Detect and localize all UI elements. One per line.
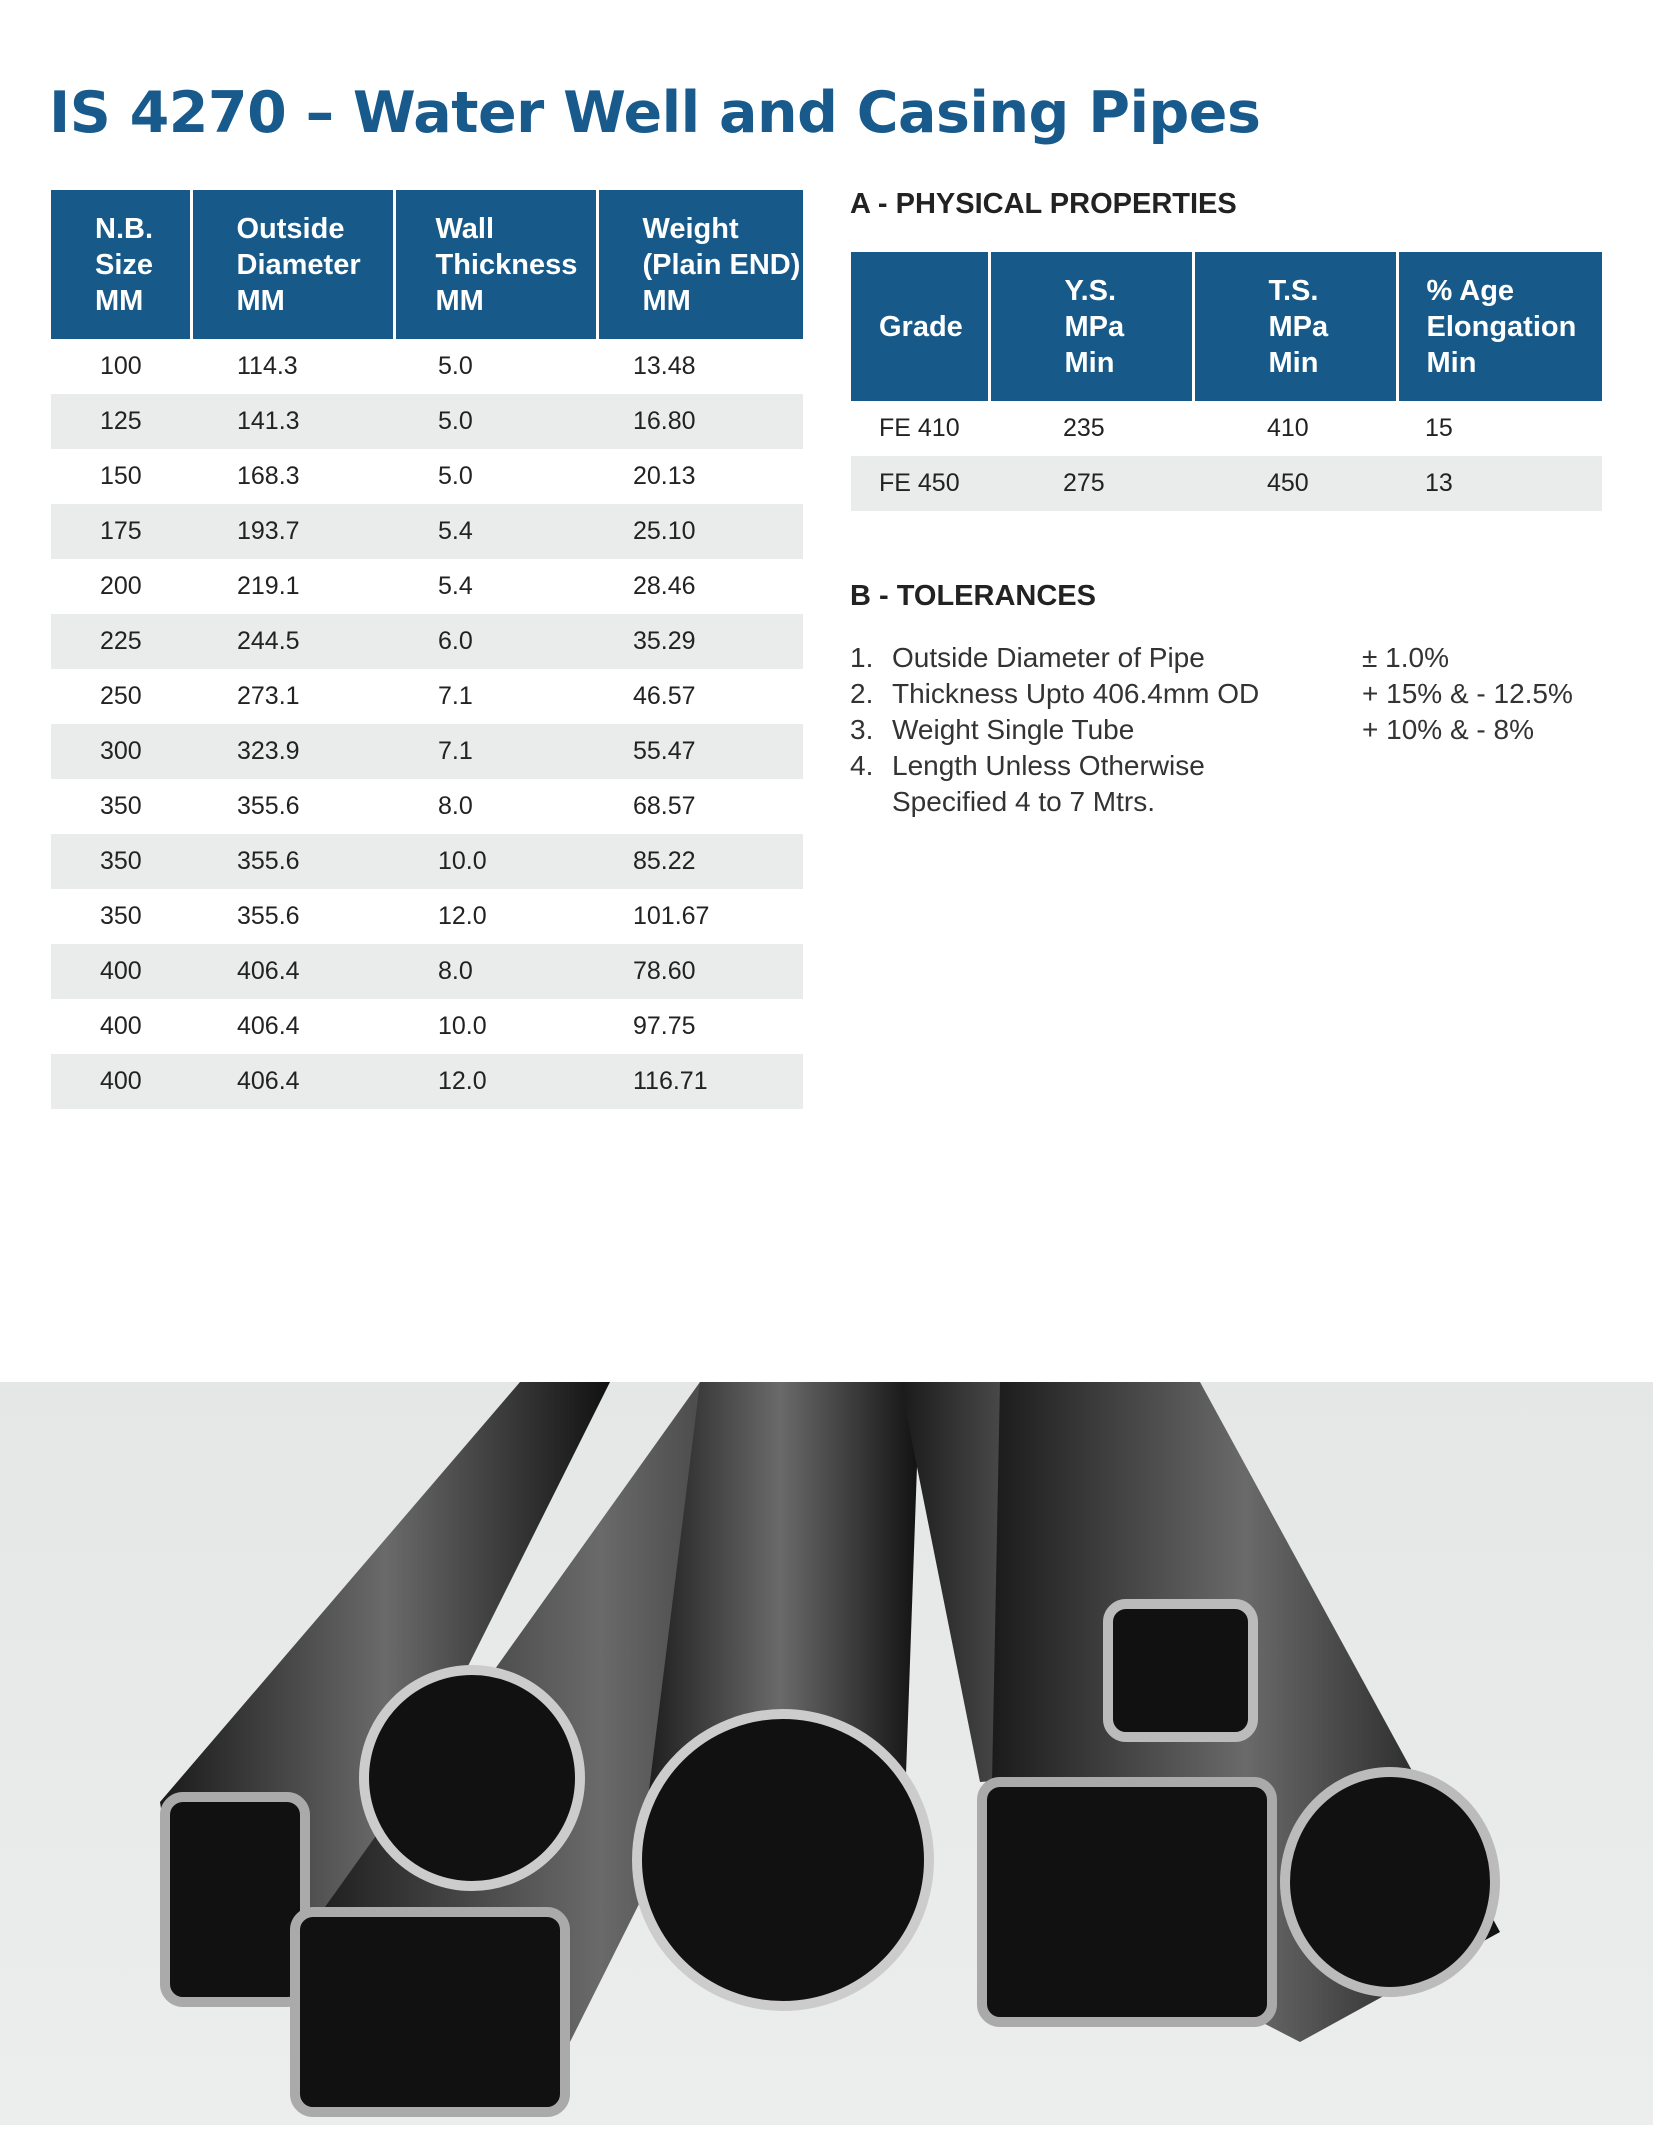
tolerance-text: Length Unless Otherwise [892,750,1205,781]
header-line: Diameter [236,248,361,281]
table-cell: 10.0 [394,834,597,889]
column-header [1397,252,1602,401]
table-cell: 35.29 [597,614,803,669]
table-cell: 114.3 [237,352,298,380]
physical-properties-heading: A - PHYSICAL PROPERTIES [850,188,1237,220]
tolerance-text: Outside Diameter of Pipe [892,642,1205,673]
table-cell: 5.4 [438,572,473,600]
table-cell: 100 [100,352,142,380]
table-cell: 200 [100,572,142,600]
header-line: MM [435,284,484,317]
table-row [51,339,803,394]
table-row [51,504,803,559]
column-header [1193,252,1397,401]
table-cell: 101.67 [633,902,710,930]
page-title: IS 4270 – Water Well and Casing Pipes [49,80,1261,146]
tolerance-text: Specified 4 to 7 Mtrs. [892,786,1156,817]
table-cell: 355.6 [237,902,300,930]
header-line: T.S. [1268,274,1319,307]
table-cell: 125 [51,394,191,449]
table-cell: 273.1 [237,682,300,710]
table-cell: 116.71 [597,1054,803,1109]
tolerances-heading: B - TOLERANCES [850,580,1096,612]
header-line: MM [642,284,691,317]
header-line: Size [95,248,154,281]
tolerance-item [850,748,1610,784]
tolerance-text: Weight Single Tube [892,714,1135,745]
table-cell: 12.0 [394,1054,597,1109]
table-cell: 25.10 [597,504,803,559]
table-cell: 85.22 [597,834,803,889]
header-line: MM [95,284,144,317]
table-cell: 235 [1063,414,1105,442]
table-row [851,401,1602,456]
pipes-photo [0,1382,1653,2125]
table-cell: FE 410 [879,414,960,442]
header-line: % Age [1426,274,1515,307]
table-row [51,614,803,669]
table-cell: 410 [1267,414,1309,442]
table-cell: 350 [51,834,191,889]
tolerance-n: 3. [850,714,874,745]
table-cell: 55.47 [597,724,803,779]
header-line: Min [1268,346,1319,379]
header-line: Min [1064,346,1115,379]
table-row [51,724,803,779]
table-cell: 250 [100,682,142,710]
header-line: Elongation [1426,310,1577,343]
column-header [191,190,394,339]
table-cell: 141.3 [191,394,394,449]
tolerance-item [850,676,1610,712]
header-line: Min [1426,346,1477,379]
table-cell: 5.4 [394,504,597,559]
table-cell: 400 [51,1054,191,1109]
header-line: MPa [1268,310,1329,343]
table-cell: 12.0 [438,902,487,930]
header-line: Wall [435,212,495,245]
table-cell: 400 [100,1012,142,1040]
table-cell: 16.80 [597,394,803,449]
column-header [989,252,1193,401]
tolerance-n [850,784,892,820]
header-line: (Plain END) [642,248,801,281]
table-cell: 219.1 [237,572,300,600]
tolerance-n: 1. [850,642,874,673]
tolerance-value: + 15% & - 12.5% [1362,678,1573,709]
table-cell: 168.3 [237,462,300,490]
physical-properties-table [851,252,1602,511]
table-cell: 5.0 [438,352,473,380]
table-cell: 350 [100,902,142,930]
tolerances-list [850,640,1610,820]
tolerance-value: ± 1.0% [1362,642,1449,673]
table-cell: 8.0 [438,792,473,820]
table-row [51,394,803,449]
header-line: Thickness [435,248,578,281]
table-row [51,1054,803,1109]
table-cell: 175 [51,504,191,559]
table-row [851,456,1602,511]
header-line: Outside [236,212,345,245]
table-cell: 7.1 [438,682,473,710]
header-line: N.B. [95,212,153,245]
column-header [394,190,597,339]
table-row [51,944,803,999]
table-cell: 5.0 [438,462,473,490]
table-cell: 78.60 [597,944,803,999]
tolerance-value: + 10% & - 8% [1362,714,1534,745]
table-row [51,999,803,1054]
table-cell: 46.57 [633,682,696,710]
table-cell: 193.7 [191,504,394,559]
dimensions-table [51,190,803,1109]
column-header [597,190,803,339]
table-cell: 406.4 [237,1012,300,1040]
table-cell: 5.0 [394,394,597,449]
table-row [51,669,803,724]
table-cell: 13.48 [633,352,696,380]
header-line: Grade [879,310,963,343]
table-cell: 68.57 [633,792,696,820]
header-line: MPa [1064,310,1125,343]
table-cell: 225 [51,614,191,669]
table-cell: 28.46 [633,572,696,600]
tolerance-item [850,784,1610,820]
table-cell: 13 [1397,456,1602,511]
tolerance-item [850,712,1610,748]
header-line: MM [236,284,285,317]
table-cell: 7.1 [394,724,597,779]
table-row [51,889,803,944]
table-cell: 450 [1193,456,1397,511]
table-cell: 6.0 [394,614,597,669]
tolerance-item [850,640,1610,676]
header-line: Weight [642,212,739,245]
header-line: Y.S. [1064,274,1117,307]
table-row [51,559,803,614]
table-row [51,779,803,834]
table-cell: 15 [1425,414,1453,442]
tolerance-n: 2. [850,678,874,709]
table-cell: 97.75 [633,1012,696,1040]
column-header [851,252,989,401]
table-cell: 8.0 [394,944,597,999]
table-cell: 275 [989,456,1193,511]
table-cell: 10.0 [438,1012,487,1040]
table-cell: 355.6 [191,834,394,889]
table-cell: 355.6 [237,792,300,820]
table-row [51,449,803,504]
table-cell: 323.9 [191,724,394,779]
table-cell: 406.4 [191,1054,394,1109]
table-cell: 20.13 [633,462,696,490]
tolerance-n: 4. [850,750,874,781]
table-cell: FE 450 [851,456,989,511]
table-row [51,834,803,889]
table-cell: 406.4 [191,944,394,999]
column-header [51,190,191,339]
table-cell: 350 [100,792,142,820]
table-cell: 300 [51,724,191,779]
tolerance-text: Thickness Upto 406.4mm OD [892,678,1260,709]
table-cell: 244.5 [191,614,394,669]
table-cell: 400 [51,944,191,999]
table-cell: 150 [100,462,142,490]
